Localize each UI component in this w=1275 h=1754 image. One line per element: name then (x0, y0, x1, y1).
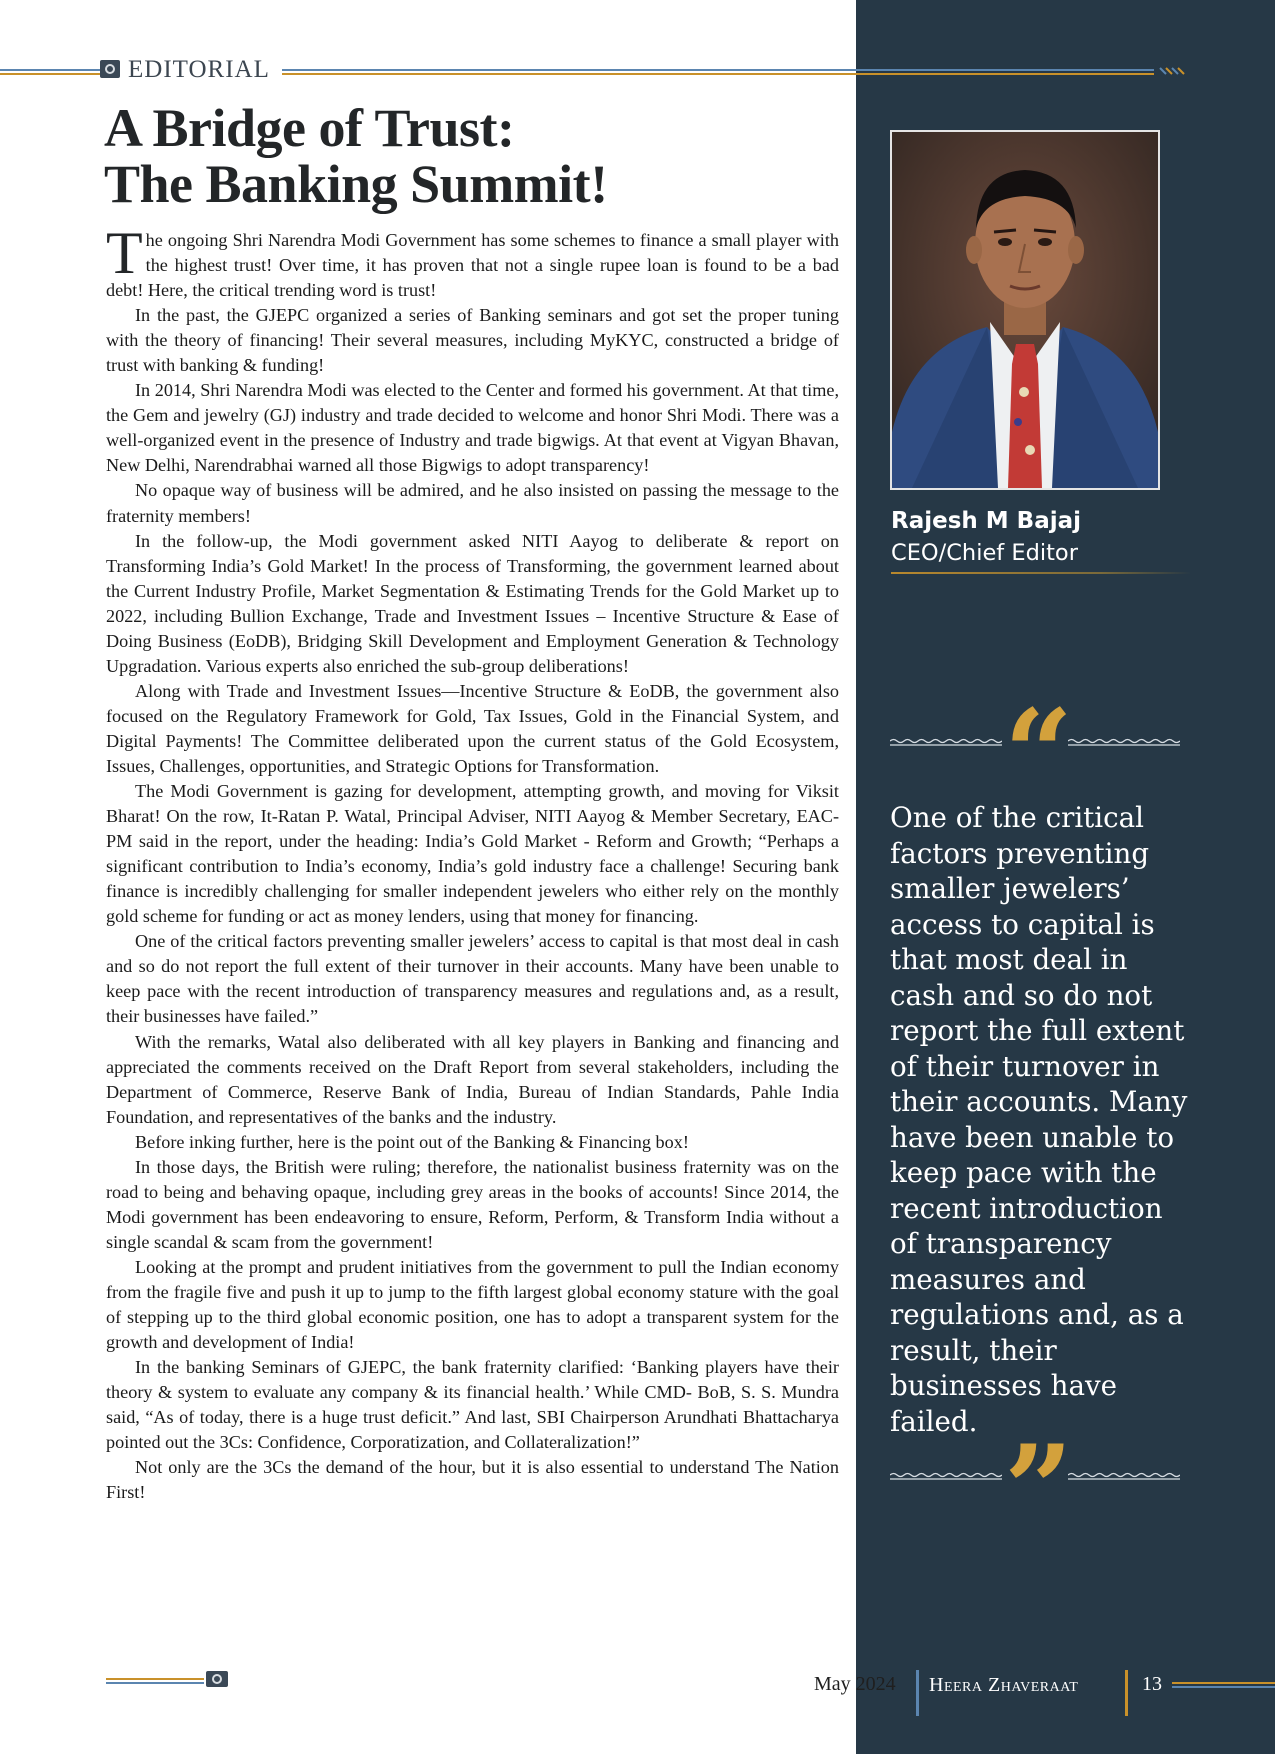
quote-rule-right-top (1068, 738, 1180, 748)
quote-rule-left-bottom (890, 1472, 1002, 1482)
article-title-line-1: A Bridge of Trust: (104, 98, 515, 158)
article-title (104, 100, 824, 212)
quote-rule-right-bottom (1068, 1472, 1180, 1482)
page-number: 13 (1142, 1673, 1162, 1695)
footer-rule-left (106, 1678, 204, 1686)
diamond-logo-icon (206, 1671, 228, 1687)
diamond-logo-icon (100, 60, 120, 78)
author-role: CEO/Chief Editor (891, 540, 1078, 566)
footer-separator (1125, 1670, 1128, 1716)
article-paragraph: In 2014, Shri Narendra Modi was elected to the Center and formed his government. At that time, the Gem and jewelry (GJ) industry and trade decided to welcome and honor Shri Modi. There was a well-organized event in the presence of Industry and trade bigwigs. At that event at Vigyan Bhavan, New Delhi, Narendrabhai warned all those Bigwigs to adopt transparency! (106, 380, 839, 476)
section-label: EDITORIAL (128, 56, 270, 83)
chevron-ornament-icon (1158, 66, 1186, 78)
author-rule (891, 572, 1191, 574)
article-paragraph: With the remarks, Watal also deliberated with all key players in Banking and financing and appreciated the comments received on the Draft Report from several stakeholders, including the Department of Commerce, Reserve Bank of India, Bureau of Indian Standards, Pahle India Foundation, and representatives of the banks and the industry. (106, 1031, 839, 1127)
article-paragraph: Looking at the prompt and prudent initiatives from the government to pull the Indian economy from the fragile five and push it up to jump to the fifth largest global economy stature with the goal of stepping up to the third global economic position, one has to adopt a transparent system for the growth and development of India! (106, 1256, 839, 1353)
article-paragraph: In the banking Seminars of GJEPC, the bank fraternity clarified: ‘Banking players have their theory & system to evaluate any company & its financial health.’ While CMD- BoB, S. S. Mundra said, “As of today, there is a huge trust deficit.” And last, SBI Chairperson Arundhati Bhattacharya pointed out the 3Cs: Confidence, Corporatization, and Collateralization!” (106, 1357, 839, 1453)
article-paragraph: Not only are the 3Cs the demand of the hour, but it is also essential to understand The Nation First! (106, 1457, 839, 1503)
article-paragraph: The ongoing Shri Narendra Modi Government has some schemes to finance a small player with the highest trust! Over time, it has proven that not a single rupee loan is found to be a bad debt! Here, the critical trending word is trust! (106, 220, 839, 301)
footer-magazine-name: Heera Zhaveraat (929, 1674, 1079, 1696)
pull-quote-text: One of the critical factors preventing smaller jewelers’ access to capital is that most deal in cash and so do not report the full extent of their turnover in their accounts. Many have been unable to keep pace with the recent introduction of transparency measures and regulations and, as a result, their businesses have failed. (890, 801, 1188, 1438)
footer-separator (916, 1670, 919, 1716)
quote-rule-left-top (890, 738, 1002, 748)
article-paragraph: No opaque way of business will be admired, and he also insisted on passing the message to the fraternity members! (106, 480, 839, 526)
author-name: Rajesh M Bajaj (891, 508, 1082, 534)
footer-date: May 2024 (814, 1673, 896, 1695)
article-paragraph: Along with Trade and Investment Issues—Incentive Structure & EoDB, the government also focused on the Regulatory Framework for Gold, Tax Issues, Gold in the Financial System, and Digital Payments! The Committee deliberated upon the current status of the Gold Ecosystem, Issues, Challenges, opportunities, and Strategic Options for Transformation. (106, 680, 839, 776)
author-photo (890, 130, 1160, 490)
article-paragraph: In the follow-up, the Modi government asked NITI Aayog to deliberate & report on Transforming India’s Gold Market! In the process of Transforming, the government learned about the Current Industry Profile, Market Segmentation & Estimating Trends for the Gold Market up to 2022, including Bullion Exchange, Trade and Investment Issues – Incentive Structure & Ease of Doing Business (EoDB), Bridging Skill Development and Employment Generation & Technology Upgradation. Various experts also enriched the sub-group deliberations! (106, 530, 839, 676)
close-quote-icon: ” (1004, 1419, 1074, 1560)
header-rule-right (282, 69, 1154, 77)
article-body (106, 220, 839, 1505)
open-quote-icon: “ (1004, 683, 1074, 824)
article-paragraph: The Modi Government is gazing for development, attempting growth, and moving for Viksit Bharat! On the row, It-Ratan P. Watal, Principal Adviser, NITI Aayog & Member Secretary, EAC-PM said in the report, under the heading: India’s Gold Market - Reform and Growth; “Perhaps a significant contribution to India’s economy, India’s gold industry face a challenge! Securing bank finance is incredibly challenging for smaller independent jewelers who either rely on the monthly gold scheme for funding or act as money lenders, using that money for financing. (106, 781, 839, 927)
header-rule-left (0, 69, 100, 77)
article-title-line-2: The Banking Summit! (104, 154, 608, 214)
article-paragraph: Before inking further, here is the point out of the Banking & Financing box! (135, 1131, 689, 1152)
article-paragraph: In the past, the GJEPC organized a series of Banking seminars and got set the proper tuning with the theory of financing! Their several measures, including MyKYC, constructed a bridge of trust with banking & funding! (106, 305, 839, 376)
footer-rule-right (1172, 1682, 1275, 1690)
drop-cap: T (106, 220, 143, 286)
article-paragraph: In those days, the British were ruling; therefore, the nationalist business fraternity was on the road to being and behaving opaque, including grey areas in the books of accounts! Since 2014, the Modi government has been endeavoring to ensure, Reform, Perform, & Transform India without a single scandal & scam from the government! (106, 1156, 839, 1252)
article-paragraph: One of the critical factors preventing smaller jewelers’ access to capital is that most deal in cash and so do not report the full extent of their turnover in their accounts. Many have been unable to keep pace with the recent introduction of transparency measures and regulations and, as a result, their businesses have failed.” (106, 931, 839, 1027)
